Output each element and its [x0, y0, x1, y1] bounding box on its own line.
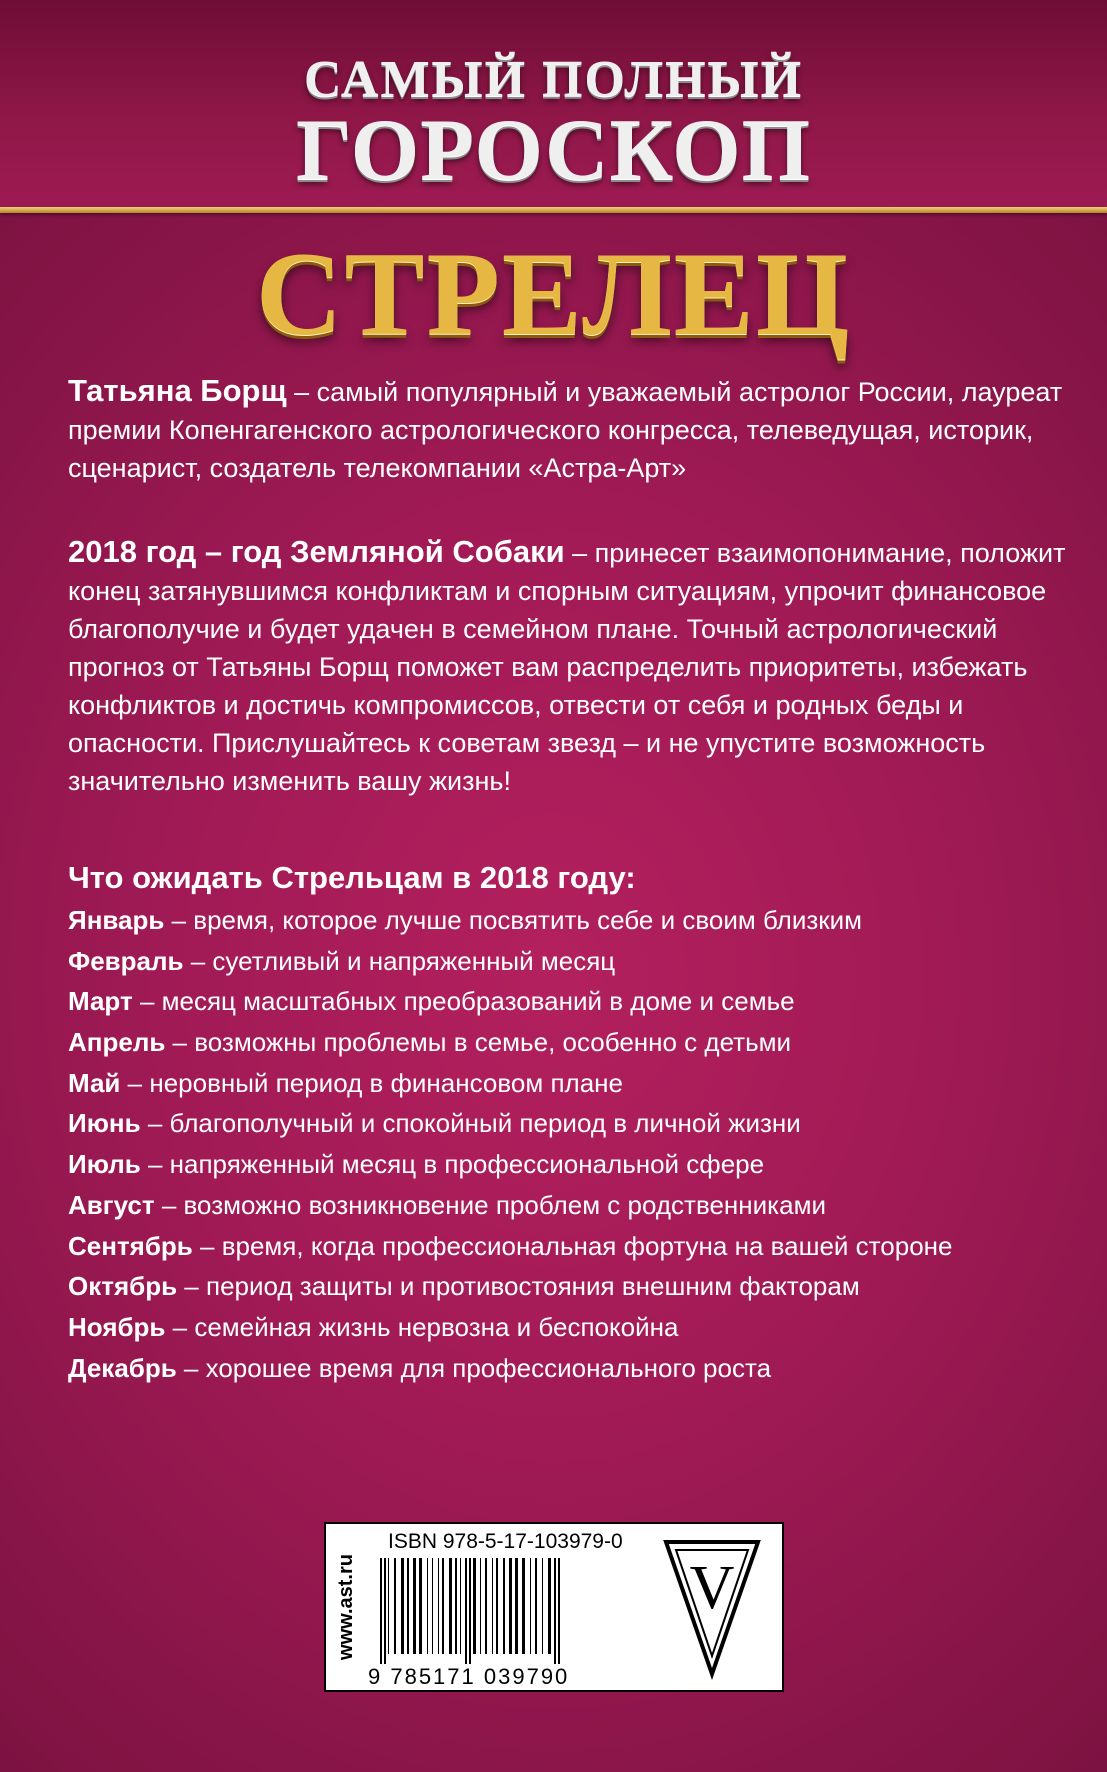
publisher-website: www.ast.ru — [335, 1554, 357, 1660]
month-name: Июнь — [68, 1108, 141, 1139]
series-title-line1: САМЫЙ ПОЛНЫЙ — [303, 51, 804, 108]
month-forecast: – семейная жизнь нервозна и беспокойна — [165, 1311, 679, 1342]
barcode-bar — [432, 1558, 433, 1654]
zodiac-sign-title: СТРЕЛЕЦ — [255, 227, 852, 360]
barcode-icon — [378, 1558, 628, 1664]
monthly-forecast-list — [68, 900, 1078, 1388]
author-description: – самый популярный и уважаемый астролог России, лауреат премии Копенгагенского астрологического конгресса, телеведущая, историк, сценарист, создатель телекомпании «Астра-Арт» — [68, 377, 1063, 483]
barcode-guard-bar — [384, 1558, 386, 1664]
month-name: Июль — [68, 1149, 141, 1180]
list-item — [68, 941, 1078, 982]
barcode-guard-bar — [465, 1558, 467, 1664]
month-name: Май — [68, 1067, 121, 1098]
list-item — [68, 981, 1078, 1022]
barcode-guard-bar — [554, 1558, 556, 1664]
month-forecast: – напряженный месяц в профессиональной сфере — [140, 1149, 765, 1180]
year-description: – принесет взаимопонимание, положит конец затянувшимся конфликтам и спорным ситуациям, упрочит финансовое благополучие и будет удачен в семейном плане. Точный астрологический прогноз от Татьяны Борщ поможет вам распределить приоритеты, избежать конфликтов и достичь компромиссов, отвести от себя и родных беды и опасности. Прислушайтесь к советам звезд – и не упустите возможность значительно изменить вашу жизнь! — [68, 538, 1066, 796]
barcode-bar — [473, 1558, 476, 1654]
barcode-bar — [407, 1558, 409, 1654]
barcode-bar — [496, 1558, 498, 1654]
barcode-bar — [548, 1558, 551, 1654]
author-paragraph — [68, 372, 1078, 487]
month-name: Сентябрь — [68, 1230, 193, 1261]
forecast-title: Что ожидать Стрельцам в 2018 году: — [68, 860, 636, 895]
list-item — [68, 1348, 1078, 1389]
barcode-guard-bar — [380, 1558, 382, 1664]
barcode-bar — [535, 1558, 537, 1654]
month-name: Январь — [68, 905, 165, 935]
barcode-bar — [460, 1558, 461, 1654]
gold-divider — [0, 207, 1107, 213]
series-title-line2: ГОРОСКОП — [295, 102, 812, 199]
month-forecast: – суетливый и напряженный месяц — [183, 945, 616, 976]
barcode-bar — [442, 1558, 444, 1654]
barcode-bar — [522, 1558, 525, 1654]
barcode-bar — [530, 1558, 531, 1654]
month-forecast: – время, когда профессиональная фортуна на вашей стороне — [192, 1230, 953, 1261]
month-forecast: – неровный период в финансовом плане — [120, 1067, 623, 1098]
month-name: Декабрь — [68, 1352, 177, 1383]
barcode-bar — [438, 1558, 439, 1654]
author-name: Татьяна Борщ — [68, 373, 287, 408]
month-name: Февраль — [68, 945, 184, 976]
barcode-bar — [419, 1558, 422, 1654]
month-forecast: – месяц масштабных преобразований в доме и семье — [132, 986, 795, 1017]
month-name: Октябрь — [68, 1271, 178, 1302]
year-lead: 2018 год – год Земляной Собаки — [68, 534, 565, 569]
list-item — [68, 1185, 1078, 1226]
barcode-bar — [515, 1558, 518, 1654]
barcode-bar — [485, 1558, 487, 1654]
month-forecast: – возможно возникновение проблем с родственниками — [154, 1189, 826, 1220]
list-item — [68, 1063, 1078, 1104]
barcode-panel — [324, 1522, 784, 1692]
month-name: Март — [68, 986, 133, 1017]
barcode-bar — [427, 1558, 428, 1654]
barcode-bar — [542, 1558, 543, 1654]
month-forecast: – хорошее время для профессионального роста — [176, 1352, 772, 1383]
barcode-guard-bar — [558, 1558, 560, 1664]
barcode-bar — [388, 1558, 389, 1654]
barcode-bar — [503, 1558, 505, 1654]
list-item — [68, 1307, 1078, 1348]
month-name: Ноябрь — [68, 1311, 166, 1342]
barcode-bar — [492, 1558, 493, 1654]
list-item — [68, 1144, 1078, 1185]
barcode-bar — [413, 1558, 416, 1654]
publisher-triangle-logo — [662, 1536, 762, 1680]
list-item — [68, 1103, 1078, 1144]
publisher-mark: V — [689, 1554, 735, 1622]
month-forecast: – возможны проблемы в семье, особенно с детьми — [165, 1027, 792, 1058]
barcode-bar — [480, 1558, 481, 1654]
month-name: Август — [68, 1189, 155, 1220]
list-item — [68, 1266, 1078, 1307]
month-forecast: – время, которое лучше посвятить себе и своим близким — [164, 905, 863, 935]
barcode-guard-bar — [469, 1558, 471, 1664]
list-item — [68, 1022, 1078, 1063]
month-forecast: – период защиты и противостояния внешним факторам — [177, 1271, 860, 1302]
barcode-bar — [449, 1558, 452, 1654]
barcode-bar — [401, 1558, 404, 1654]
year-paragraph — [68, 533, 1078, 800]
isbn-label: ISBN 978-5-17-103979-0 — [388, 1530, 623, 1553]
month-name: Апрель — [68, 1027, 166, 1058]
list-item — [68, 1226, 1078, 1267]
list-item — [68, 900, 1078, 941]
barcode-bar — [455, 1558, 457, 1654]
month-forecast: – благополучный и спокойный период в личной жизни — [140, 1108, 801, 1139]
barcode-bar — [509, 1558, 512, 1654]
barcode-number: 9 785171 039790 — [368, 1664, 570, 1689]
barcode-bar — [394, 1558, 396, 1654]
